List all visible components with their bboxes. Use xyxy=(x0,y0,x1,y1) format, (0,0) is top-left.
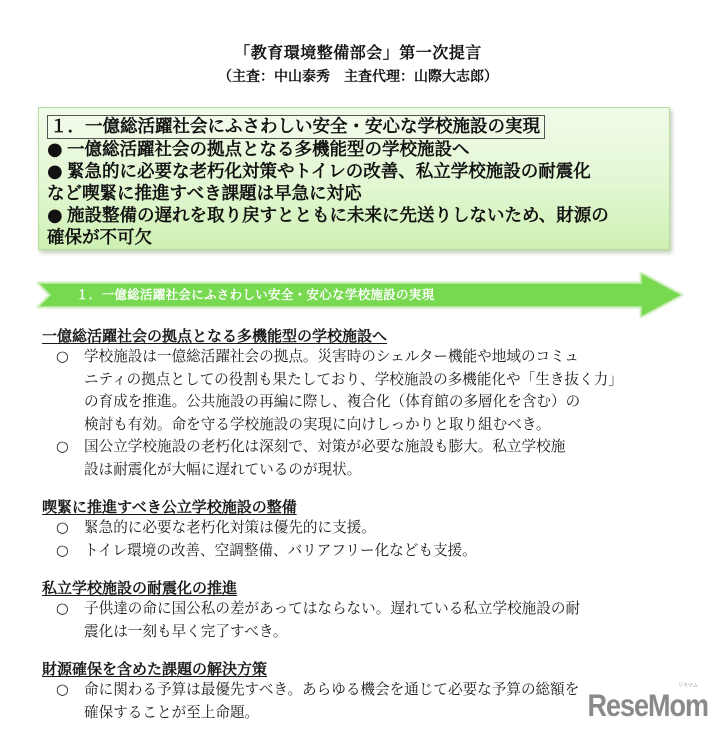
summary-item xyxy=(47,161,669,183)
section-heading: 一億総活躍社会の拠点となる多機能型の学校施設へ xyxy=(42,327,388,345)
summary-item-continuation xyxy=(47,183,669,205)
paragraph-text: ニティの拠点としての役割も果たしており、学校施設の多機能化や「生き抜く力」 xyxy=(84,370,623,388)
summary-item-text: 一億総活躍社会の拠点となる多機能型の学校施設へ xyxy=(67,140,470,160)
summary-item xyxy=(47,139,669,161)
paragraph xyxy=(42,436,702,481)
paragraph xyxy=(42,517,702,540)
banner-label: １．一億総活躍社会にふさわしい安全・安心な学校施設の実現 xyxy=(76,287,435,302)
document-subtitle: （主査：中山泰秀 主査代理：山際大志郎） xyxy=(218,69,498,85)
section-private-school-seismic xyxy=(42,578,702,643)
section-multifunction-schools xyxy=(42,326,702,481)
summary-box xyxy=(38,107,670,250)
watermark-kana: リセマム xyxy=(678,682,698,690)
paragraph-text: 命に関わる予算は最優先すべき。あらゆる機会を通じて必要な予算の総額を xyxy=(84,681,580,698)
paragraph-text: 子供達の命に国公私の差があってはならない。遅れている私立学校施設の耐 xyxy=(84,600,581,617)
summary-item-text: 施設整備の遅れを取り戻すとともに未来に先送りしないため、財源の xyxy=(67,206,609,226)
section-heading: 喫緊に推進すべき公立学校施設の整備 xyxy=(42,498,297,516)
bullet-icon: ● xyxy=(47,161,63,182)
paragraph xyxy=(42,598,702,643)
circle-bullet-icon: ○ xyxy=(56,681,69,698)
summary-heading: １．一億総活躍社会にふさわしい安全・安心な学校施設の実現 xyxy=(47,115,545,139)
bullet-icon: ● xyxy=(47,139,63,160)
summary-item-text: 緊急的に必要な老朽化対策やトイレの改善、私立学校施設の耐震化 xyxy=(67,162,591,182)
bullet-icon: ● xyxy=(47,205,63,226)
summary-item-continuation xyxy=(47,227,669,249)
resemom-watermark-logo xyxy=(587,682,708,724)
paragraph-text: 震化は一刻も早く完了すべき。 xyxy=(84,622,288,640)
paragraph xyxy=(42,346,702,436)
paragraph-text: の育成を推進。公共施設の再編に際し、複合化（体育館の多層化を含む）の xyxy=(84,393,581,410)
paragraph-text: 国公立学校施設の老朽化は深刻で、対策が必要な施設も膨大。私立学校施 xyxy=(84,438,566,455)
paragraph-text: 確保することが至上命題。 xyxy=(84,703,260,721)
circle-bullet-icon: ○ xyxy=(56,600,69,617)
paragraph-text: 緊急的に必要な老朽化対策は優先的に支援。 xyxy=(84,519,376,536)
summary-item-text: 確保が不可欠 xyxy=(47,228,152,248)
paragraph-text: 検討も有効。命を守る学校施設の実現に向けしっかりと取り組むべき。 xyxy=(84,415,551,433)
circle-bullet-icon: ○ xyxy=(56,519,69,536)
section-heading: 財源確保を含めた課題の解決方策 xyxy=(42,660,268,678)
paragraph-text: 設は耐震化が大幅に遅れているのが現状。 xyxy=(84,460,362,478)
section-heading: 私立学校施設の耐震化の推進 xyxy=(42,579,238,597)
summary-item xyxy=(47,205,669,227)
summary-item-text: など喫緊に推進すべき課題は早急に対応 xyxy=(47,184,362,204)
paragraph-text: トイレ環境の改善、空調整備、バリアフリー化なども支援。 xyxy=(84,541,477,559)
paragraph xyxy=(42,540,702,563)
circle-bullet-icon: ○ xyxy=(56,438,69,455)
watermark-text: ReseMom xyxy=(587,688,708,723)
paragraph-text: 学校施設は一億総活躍社会の拠点。災害時のシェルター機能や地域のコミュ xyxy=(84,348,580,365)
section-arrow-banner xyxy=(36,272,684,318)
circle-bullet-icon: ○ xyxy=(56,348,69,365)
section-public-school-facilities xyxy=(42,497,702,562)
circle-bullet-icon: ○ xyxy=(56,541,69,559)
document-title: 「教育環境整備部会」第一次提言 xyxy=(234,43,482,62)
